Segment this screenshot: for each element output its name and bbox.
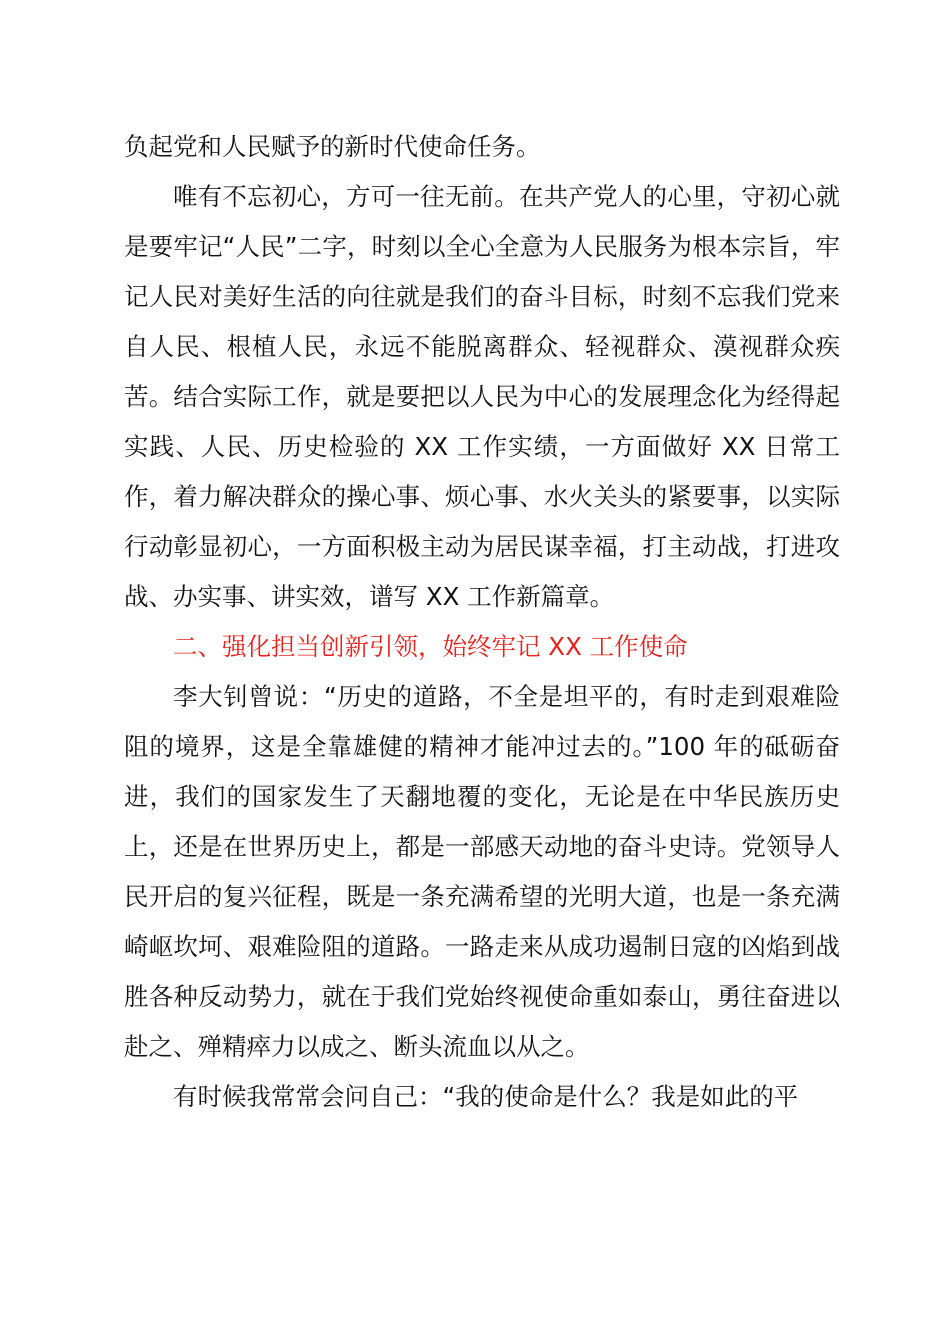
section-heading-two: 二、强化担当创新引领，始终牢记 XX 工作使命	[173, 632, 688, 661]
paragraph-self-question: 有时候我常常会问自己：“我的使命是什么？我是如此的平	[173, 1082, 799, 1111]
paragraph-initial-heart: 唯有不忘初心，方可一往无前。在共产党人的心里，守初心就是要牢记“人民”二字，时刻以全心全意为人民服务为根本宗旨，牢记人民对美好生活的向往就是我们的奋斗目标，时刻不忘我们党来自人民、根植人民，永远不能脱离群众、轻视群众、漠视群众疾苦。结合实际工作，就是要把以人民为中心的发展理念化为经得起实践、人民、历史检验的 XX 工作实绩，一方面做好 XX 日常工作，着力解决群众的操心事、烦心事、水火关头的紧要事，以实际行动彰显初心，一方面积极主动为居民谋幸福，打主动战，打进攻战、办实事、讲实效，谱写 XX 工作新篇章。	[124, 182, 840, 611]
paragraph-li-dazhao-quote: 李大钊曾说：“历史的道路，不全是坦平的，有时走到艰难险阻的境界，这是全靠雄健的精神才能冲过去的。”100 年的砥砺奋进，我们的国家发生了天翻地覆的变化，无论是在中华民族历史上，还是在世界历史上，都是一部感天动地的奋斗史诗。党领导人民开启的复兴征程，既是一条充满希望的光明大道，也是一条充满崎岖坎坷、艰难险阻的道路。一路走来从成功遏制日寇的凶焰到战胜各种反动势力，就在于我们党始终视使命重如泰山，勇往奋进以赴之、殚精瘁力以成之、断头流血以从之。	[124, 682, 840, 1061]
document-body	[124, 122, 840, 1122]
paragraph-continuation: 负起党和人民赋予的新时代使命任务。	[124, 132, 541, 161]
